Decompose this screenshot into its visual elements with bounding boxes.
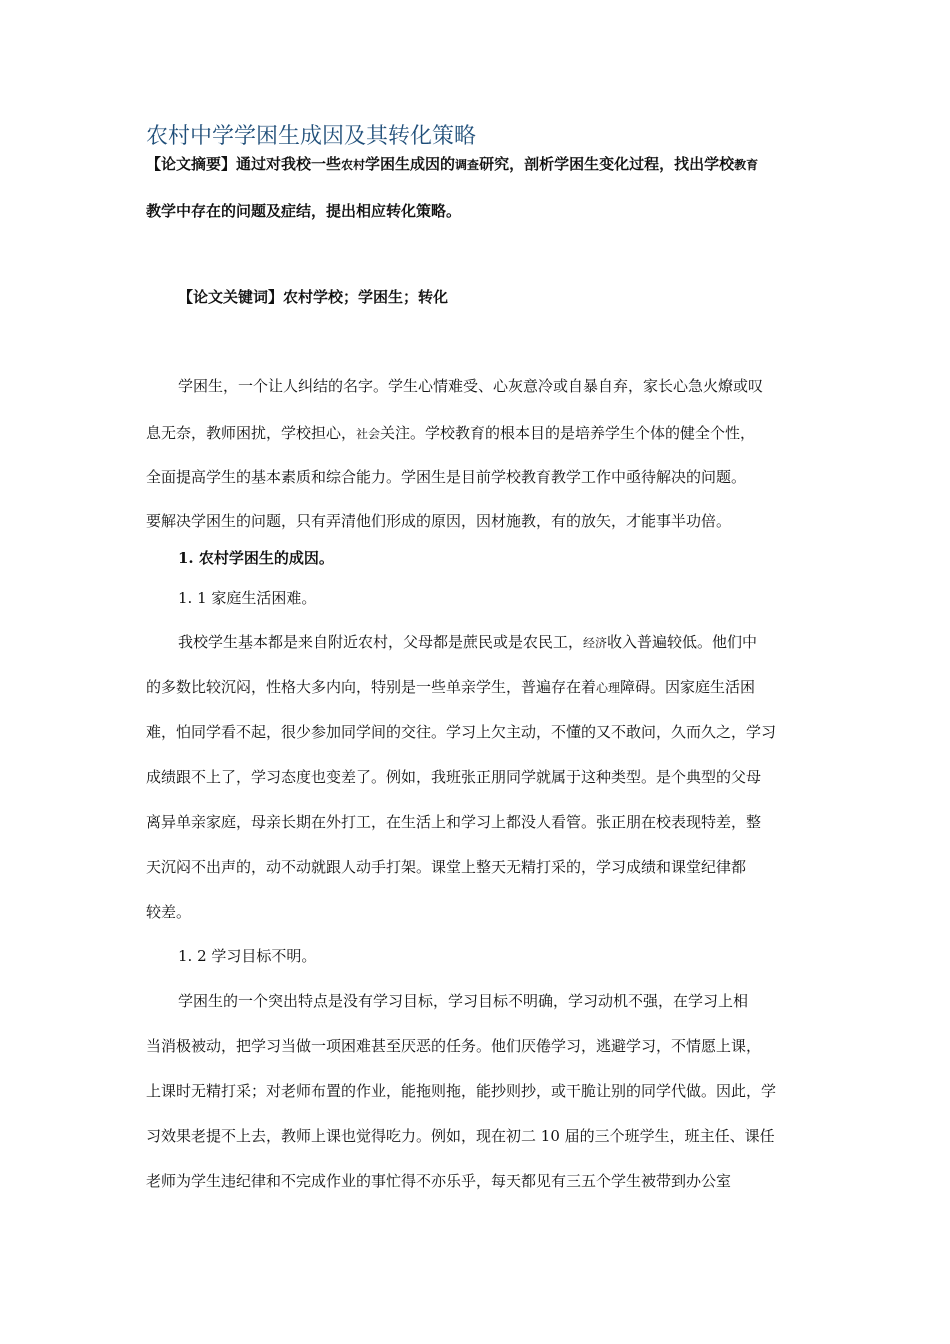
- sub1-2-line-5: 老师为学生违纪律和不完成作业的事忙得不亦乐乎，每天都见有三五个学生被带到办公室: [146, 1172, 732, 1190]
- intro-line-4: 要解决学困生的问题，只有弄清他们形成的原因，因材施教，有的放矢，才能事半功倍。: [146, 512, 732, 530]
- abstract-line-2: 教学中存在的问题及症结，提出相应转化策略。: [146, 202, 462, 220]
- body-text: 我校学生基本都是来自附近农村，父母都是蔗民或是农民工，: [178, 633, 584, 651]
- sub1-2-line-3: 上课时无精打采；对老师布置的作业，能拖则拖，能抄则抄，或干脆让别的同学代做。因此，学: [146, 1082, 777, 1100]
- keywords: 【论文关键词】农村学校；学困生；转化: [178, 288, 449, 306]
- abstract-text: 教育: [734, 158, 759, 172]
- subsection-1-2-heading: 1. 2 学习目标不明。: [178, 947, 317, 965]
- sub1-1-line-6: 天沉闷不出声的，动不动就跟人动手打架。课堂上整天无精打采的，学习成绩和课堂纪律都: [146, 858, 747, 876]
- sub1-2-line-4: 习效果老提不上去，教师上课也觉得吃力。例如，现在初二 10 届的三个班学生，班主任、课任: [146, 1127, 775, 1145]
- intro-line-3: 全面提高学生的基本素质和综合能力。学困生是目前学校教育教学工作中亟待解决的问题。: [146, 468, 747, 486]
- body-text: 收入普遍较低。他们中: [607, 633, 758, 651]
- sub1-2-line-2: 当消极被动，把学习当做一项困难甚至厌恶的任务。他们厌倦学习，逃避学习，不情愿上课，: [146, 1037, 762, 1055]
- intro-text: 息无奈，教师困扰，学校担心，: [146, 424, 357, 442]
- abstract-text: 调查: [455, 158, 480, 172]
- intro-line-2: [146, 423, 755, 444]
- sub1-1-line-2: [146, 677, 755, 698]
- body-text: 心理: [596, 681, 621, 695]
- sub1-1-line-7: 较差。: [146, 903, 192, 921]
- body-text: 障碍。因家庭生活困: [620, 678, 756, 696]
- intro-text: 关注。学校教育的根本目的是培养学生个体的健全个性，: [380, 424, 756, 442]
- sub1-1-line-3: 难，怕同学看不起，很少参加同学间的交往。学习上欠主动，不懂的又不敢问，久而久之，学习: [146, 723, 777, 741]
- body-text: 的多数比较沉闷，性格大多内向，特别是一些单亲学生，普遍存在着: [146, 678, 597, 696]
- abstract-text: 研究，剖析学困生变化过程，找出学校: [479, 155, 735, 173]
- subsection-1-1-heading: 1. 1 家庭生活困难。: [178, 589, 317, 607]
- intro-line-1: 学困生，一个让人纠结的名字。学生心情难受、心灰意冷或自暴自弃，家长心急火燎或叹: [178, 377, 764, 395]
- document-title: 农村中学学困生成因及其转化策略: [146, 124, 477, 149]
- intro-text: 社会: [356, 427, 381, 441]
- abstract-text: 农村: [341, 158, 366, 172]
- section-1-heading: 1. 农村学困生的成因。: [178, 549, 334, 567]
- abstract-text: 学困生成因的: [365, 155, 456, 173]
- sub1-2-line-1: 学困生的一个突出特点是没有学习目标，学习目标不明确，学习动机不强，在学习上相: [178, 992, 749, 1010]
- body-text: 经济: [583, 636, 608, 650]
- abstract-line-1: [146, 154, 758, 175]
- sub1-1-line-1: [178, 632, 757, 653]
- abstract-label: 【论文摘要】通过对我校一些: [146, 155, 342, 173]
- sub1-1-line-4: 成绩跟不上了，学习态度也变差了。例如，我班张正朋同学就属于这种类型。是个典型的父母: [146, 768, 762, 786]
- sub1-1-line-5: 离异单亲家庭，母亲长期在外打工，在生活上和学习上都没人看管。张正朋在校表现特差，整: [146, 813, 762, 831]
